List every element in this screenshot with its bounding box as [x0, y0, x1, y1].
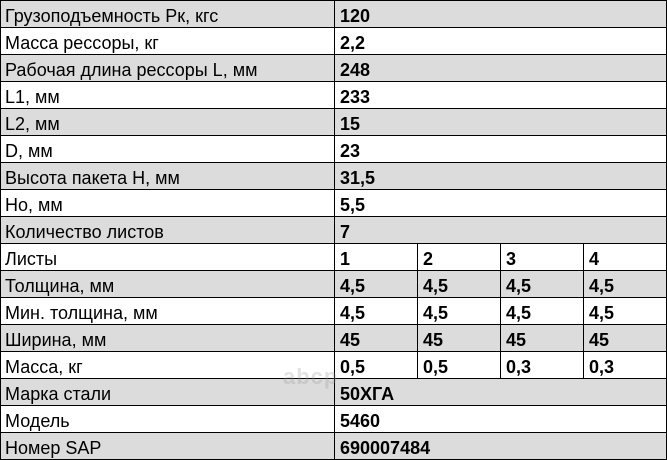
row-label: Номер SAP: [1, 433, 335, 460]
row-value: 15: [335, 109, 667, 136]
row-value: 31,5: [335, 163, 667, 190]
watermark-logo: abcp: [283, 364, 339, 389]
row-value: 7: [335, 217, 667, 244]
row-label: Грузоподъемность Pк, кгс: [1, 1, 335, 28]
row-label: Марка стали: [1, 379, 335, 406]
leaf-value: 45: [335, 325, 418, 352]
leaf-value: 0,3: [501, 352, 584, 379]
row-label: Ширина, мм: [1, 325, 335, 352]
table-row: [1, 190, 667, 217]
row-label: Толщина, мм: [1, 271, 335, 298]
leaf-value: 45: [418, 325, 501, 352]
leaf-value: 4,5: [335, 298, 418, 325]
table-row: [1, 298, 667, 325]
table-row: [1, 379, 667, 406]
row-label: D, мм: [1, 136, 335, 163]
leaf-value: 0,3: [584, 352, 667, 379]
table-row: [1, 325, 667, 352]
leaf-value: 45: [501, 325, 584, 352]
row-label: L2, мм: [1, 109, 335, 136]
row-label: Масса, кг: [1, 352, 335, 379]
row-label: Рабочая длина рессоры L, мм: [1, 55, 335, 82]
leaf-value: 4,5: [335, 271, 418, 298]
row-value: 233: [335, 82, 667, 109]
leaf-value: 0,5: [418, 352, 501, 379]
leaf-value: 0,5: [335, 352, 418, 379]
table-row: [1, 1, 667, 28]
leaf-value: 4,5: [418, 298, 501, 325]
row-value: 5460: [335, 406, 667, 433]
leaf-value: 4,5: [584, 298, 667, 325]
row-value: 23: [335, 136, 667, 163]
leaf-value: 45: [584, 325, 667, 352]
leaf-number: 1: [335, 244, 418, 271]
leaf-value: 4,5: [501, 298, 584, 325]
leaf-number: 4: [584, 244, 667, 271]
table-row: [1, 109, 667, 136]
leaves-header-row: [1, 244, 667, 271]
leaf-value: 4,5: [584, 271, 667, 298]
table-row: [1, 82, 667, 109]
row-value: 120: [335, 1, 667, 28]
row-value: 2,2: [335, 28, 667, 55]
leaf-value: 4,5: [501, 271, 584, 298]
table-row: [1, 406, 667, 433]
table-row: [1, 217, 667, 244]
leaf-value: 4,5: [418, 271, 501, 298]
leaf-number: 2: [418, 244, 501, 271]
row-label: Ho, мм: [1, 190, 335, 217]
row-label: Мин. толщина, мм: [1, 298, 335, 325]
row-label: Масса рессоры, кг: [1, 28, 335, 55]
table-row: [1, 163, 667, 190]
leaf-number: 3: [501, 244, 584, 271]
row-value: 690007484: [335, 433, 667, 460]
table-row: [1, 136, 667, 163]
row-label: Модель: [1, 406, 335, 433]
table-row: [1, 271, 667, 298]
table-row: [1, 55, 667, 82]
row-label: Количество листов: [1, 217, 335, 244]
row-value: 5,5: [335, 190, 667, 217]
row-label: L1, мм: [1, 82, 335, 109]
table-row: [1, 433, 667, 460]
row-value: 248: [335, 55, 667, 82]
row-value: 50ХГА: [335, 379, 667, 406]
table-row: [1, 28, 667, 55]
leaves-header-label: Листы: [1, 244, 335, 271]
table-row: [1, 352, 667, 379]
row-label: Высота пакета H, мм: [1, 163, 335, 190]
